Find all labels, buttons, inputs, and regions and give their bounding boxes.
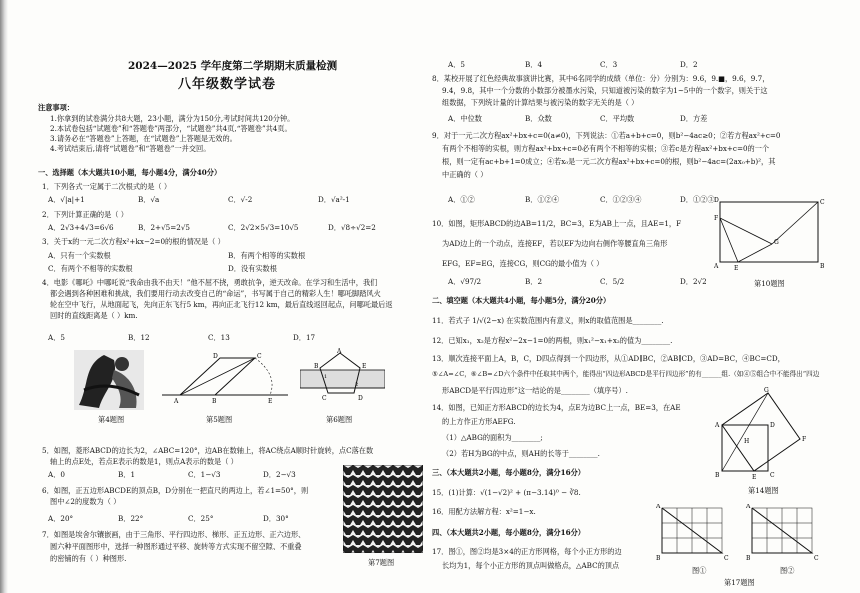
- svg-text:C: C: [322, 395, 327, 402]
- q8-option-a: A．中位数: [448, 114, 482, 123]
- figure-10-rectangle: [714, 196, 826, 276]
- section4-heading: 四、（本大题共2小题，每小题8分，满分16分）: [432, 528, 585, 537]
- q1-option-d: D．√a²-1: [318, 195, 350, 204]
- note-item: 1.你拿到的试卷满分共8大题，23小题，满分为150分,考试时间共120分钟。: [50, 114, 295, 123]
- q11-text: 11．若式子 1/√(2−x) 在实数范围内有意义，则x的取值范围是________.: [432, 316, 664, 325]
- q7-line: 的密铺的有（ ）种图形.: [50, 554, 127, 563]
- fig14-caption: 第14题图: [748, 486, 779, 495]
- svg-text:C: C: [770, 472, 775, 479]
- q2-stem: 2．下列计算正确的是（ ）: [42, 210, 128, 219]
- section1-heading: 一、选择题（本大题共10小题，每小题4分，满分40分）: [38, 168, 222, 177]
- note-item: 4.考试结束后,请将“试题卷”和“答题卷”一并交回。: [50, 144, 211, 153]
- q3-option-d: D．没有实数根: [228, 264, 277, 273]
- q8-line: 组数据，下列统计量的计算结果与被污染的数字无关的是（ ）: [442, 98, 639, 107]
- svg-text:C: C: [814, 555, 819, 562]
- q5-line: 轴上的点E处，若点E表示的数是1，则点A表示的数是（ ）: [50, 457, 238, 466]
- q9-line: 中正确的（ ）: [442, 170, 488, 179]
- q5-option-a: A．0: [48, 470, 65, 479]
- q8-line: 8．某校开展了红色经典故事演讲比赛，其中6名同学的成绩（单位：分）分别为：9.6，9.■，9.6，9.7，: [432, 74, 770, 83]
- svg-text:B: B: [820, 263, 825, 270]
- scan-shadow: [0, 0, 8, 593]
- q13-line: 13．顺次连接平面上A，B，C，D四点得到一个四边形，从①AD∥BC，②AB∥CD，③AD=BC，④BC=CD，: [432, 354, 785, 363]
- q4-line: 轮在空中飞行，从地面起飞，先向正东飞行5 km，再向正北飞行12 km，最后直线返回起点，问哪吒最后返: [50, 300, 393, 309]
- q6-line: 6．如图，正五边形ABCDE的顶点B，D分别在一把直尺的两边上，若∠1=50°，则: [42, 486, 309, 495]
- q14-line: （1）△ABG的面积为________;: [442, 433, 543, 442]
- q4-option-b: B．12: [128, 333, 150, 342]
- q7-option-a: A．5: [448, 60, 465, 69]
- q7-option-c: C．3: [600, 60, 618, 69]
- q8-option-d: D．方差: [680, 114, 708, 123]
- svg-text:A: A: [656, 504, 661, 510]
- q6-line: 图中∠2的度数为（ ）: [50, 497, 121, 506]
- q1-option-c: C．√-2: [228, 195, 253, 204]
- q9-option-b: B．①②④: [525, 195, 560, 204]
- exam-title-line2: 八年级数学试卷: [178, 77, 277, 92]
- left-column: [38, 0, 428, 593]
- q9-option-c: C．①②③④: [600, 195, 642, 204]
- q7-line: 圆六种平面图形中，选择一种图形通过平移、旋转等方式实现不留空隙、不重叠: [50, 542, 302, 551]
- svg-text:A: A: [174, 398, 179, 405]
- q2-option-c: C．2√2×5√3=10√5: [228, 223, 299, 232]
- q6-option-b: B．22°: [118, 514, 144, 523]
- svg-text:B: B: [746, 555, 751, 562]
- q10-line: 为AD边上的一个动点，连接EF，若以EF为边向右侧作等腰直角三角形: [442, 239, 668, 248]
- q3-option-a: A．只有一个实数根: [48, 251, 111, 260]
- section2-heading: 二、填空题（本大题共4小题，每小题5分，满分20分）: [432, 296, 611, 305]
- q10-line: 10．如图，矩形ABCD的边AB=11/2，BC=3，E为AB上一点，且AE=1，F: [432, 219, 682, 228]
- q2-option-d: D．√8÷√2=2: [328, 223, 376, 232]
- svg-text:C: C: [724, 555, 729, 562]
- q14-line: 14．如图，已知正方形ABCD的边长为4，点E为边BC上一点，BE=3，在AE: [432, 403, 681, 412]
- svg-text:A: A: [714, 263, 719, 270]
- q8-option-c: C．平均数: [600, 114, 635, 123]
- q4-line: 都会遇到各种困难和挑战，我们要用行动去改变自己的“命运”，书写属于自己的精彩人生！哪吒脚踏风火: [50, 289, 381, 298]
- q15-text: 15．(1)计算：√(1−√2)² + (π−3.14)⁰ − ∛8.: [432, 488, 581, 497]
- q14-line: 的上方作正方形AEFG.: [442, 417, 516, 426]
- q16-text: 16．用配方法解方程：x²=1−x.: [432, 507, 536, 516]
- q9-line: 有两个不相等的实根，则方程ax²+bx+c=0必有两个不相等的实根；③若c是方程ax²+bx+c=0的一个: [442, 144, 770, 153]
- q5-option-d: D．2−√3: [263, 470, 296, 479]
- q6-option-d: D．30°: [263, 514, 289, 523]
- svg-text:F: F: [714, 215, 719, 222]
- q1-option-b: B．√a: [138, 195, 160, 204]
- figure-5-rhombus: [160, 350, 290, 405]
- q4-option-d: D．17: [293, 333, 316, 342]
- fig17-label-2: 图②: [780, 566, 795, 575]
- q9-line: 根，则一定有ac+b+1=0成立；④若x₀是一元二次方程ax²+bx+c=0的根，则b²−4ac=(2ax₀+b)²，其: [442, 157, 776, 166]
- q4-option-a: A．5: [48, 333, 65, 342]
- fig7-caption: 第7题图: [368, 558, 395, 567]
- q14-line: （2）若H为BG的中点，则AH的长等于________.: [442, 449, 600, 458]
- fig5-caption: 第5题图: [206, 415, 233, 424]
- fig6-caption: 第6题图: [326, 415, 353, 424]
- figure-17-grids: [656, 504, 826, 566]
- q9-line: 9．对于一元二次方程ax²+bx+c=0(a≠0)，下列说法：①若a+b+c=0，则b²−4ac≥0；②若方程ax²+c=0: [432, 131, 781, 140]
- svg-text:H: H: [744, 438, 750, 445]
- section3-heading: 三、（本大题共2小题，每小题8分，满分16分）: [432, 468, 585, 477]
- q17-line: 17．图①，图②均是3×4的正方形网格，每个小正方形的边: [432, 547, 622, 556]
- note-item: 3.请务必在“答题卷”上答题，在“试题卷”上答题是无效的。: [50, 134, 237, 143]
- q4-option-c: C．13: [208, 333, 230, 342]
- q1-option-a: A．√|a|+1: [48, 195, 85, 204]
- svg-text:B: B: [656, 555, 661, 562]
- q9-option-a: A．①②: [448, 195, 475, 204]
- svg-text:A: A: [746, 504, 751, 510]
- q7-option-b: B．4: [525, 60, 543, 69]
- right-column: [430, 0, 830, 593]
- note-item: 2.本试卷包括“试题卷”和“答题卷”两部分，“试题卷”共4页,“答题卷”共4页。: [50, 124, 292, 133]
- figure-14-squares: [714, 385, 818, 483]
- figure-6-pentagon-ruler: [300, 348, 385, 408]
- q7-line: 7．如图是埃舍尔镶嵌画，由于三角形、平行四边形、梯形、正五边形、正六边形、: [42, 530, 306, 539]
- q1-stem: 1．下列各式一定属于二次根式的是（ ）: [42, 182, 172, 191]
- q5-line: 5．如图，菱形ABCD的边长为2，∠ABC=120°，边AB在数轴上，将AC绕点A顺时针旋转，点C落在数: [42, 446, 374, 455]
- q10-line: EFG，EF=EG，连接CG，则CG的最小值为（ ）: [442, 259, 604, 268]
- svg-text:C: C: [257, 353, 262, 360]
- svg-text:D: D: [213, 353, 218, 360]
- q2-option-a: A．2√3+4√3=6√6: [48, 223, 114, 232]
- q10-option-d: D．2√2: [680, 277, 707, 286]
- fig17-caption: 第17题图: [724, 578, 755, 587]
- svg-text:D: D: [770, 422, 775, 429]
- q8-option-b: B．众数: [525, 114, 552, 123]
- svg-text:G: G: [774, 239, 779, 246]
- exam-title-line1: 2024—2025 学年度第二学期期末质量检测: [128, 60, 338, 72]
- fig10-caption: 第10题图: [754, 279, 785, 288]
- q10-option-c: C．5/2: [600, 277, 625, 286]
- q8-line: 9.4，9.8，其中一个分数的小数部分被墨水污染，只知道被污染的数字为1~5中的一个数字，则关于这: [442, 86, 768, 95]
- fig17-label-1: 图①: [692, 566, 707, 575]
- q7-option-d: D．2: [680, 60, 698, 69]
- q10-option-a: A．√97/2: [448, 277, 482, 286]
- q17-line: 长均为1，每个小正方形的顶点叫做格点，△ABC的顶点: [442, 561, 620, 570]
- q4-line: 回时的直线距离是（ ）km.: [50, 311, 138, 320]
- svg-text:E: E: [734, 265, 739, 272]
- svg-text:B: B: [314, 363, 319, 370]
- svg-text:B: B: [212, 398, 217, 405]
- notes-heading: 注意事项：: [38, 103, 74, 112]
- svg-text:2: 2: [355, 382, 359, 388]
- q6-option-a: A．20°: [48, 514, 74, 523]
- q3-stem: 3．关于x的一元二次方程x²+kx−2=0的根的情况是（ ）: [42, 237, 225, 246]
- q5-option-c: C．1−√3: [188, 470, 221, 479]
- figure-4-illustration: [74, 350, 144, 410]
- svg-text:A: A: [337, 348, 342, 355]
- svg-text:D: D: [714, 197, 719, 204]
- svg-text:C: C: [820, 199, 825, 206]
- svg-text:D: D: [358, 395, 363, 402]
- svg-text:B: B: [715, 472, 720, 479]
- q6-option-c: C．25°: [188, 514, 214, 523]
- svg-text:1: 1: [324, 374, 328, 380]
- q3-option-c: C．有两个不相等的实数根: [48, 264, 133, 273]
- q13-line: 形ABCD是平行四边形”这一结论的是________（填序号）.: [442, 386, 628, 395]
- svg-text:E: E: [752, 474, 757, 481]
- q9-option-d: D．①②③: [680, 195, 715, 204]
- svg-text:A: A: [715, 422, 720, 429]
- svg-text:E: E: [268, 398, 273, 405]
- q10-option-b: B．2: [525, 277, 543, 286]
- svg-text:E: E: [362, 363, 367, 370]
- svg-text:G: G: [764, 387, 769, 394]
- svg-text:F: F: [802, 436, 807, 443]
- q13-line: ⑤∠A=∠C，⑥∠B=∠D六个条件中任取其中两个，能得出“四边形ABCD是平行四边形”的有______组.（如④⑤组合中不能得出“四边: [432, 370, 820, 378]
- q12-text: 12．已知x₁，x₂是方程x²−2x−1=0的两根，则x₁²−x₁+x₂的值为________.: [432, 336, 673, 345]
- q4-line: 4．电影《哪吒》中哪吒说“我命由我不由天！”他不屈不挠，勇敢抗争，逆天改命。在学习和生活中，我们: [42, 278, 378, 287]
- q2-option-b: B．2+√5=2√5: [138, 223, 190, 232]
- q3-option-b: B．有两个相等的实数根: [228, 251, 306, 260]
- fig4-caption: 第4题图: [98, 415, 125, 424]
- figure-7-tessellation: [343, 465, 423, 553]
- q5-option-b: B．1: [118, 470, 136, 479]
